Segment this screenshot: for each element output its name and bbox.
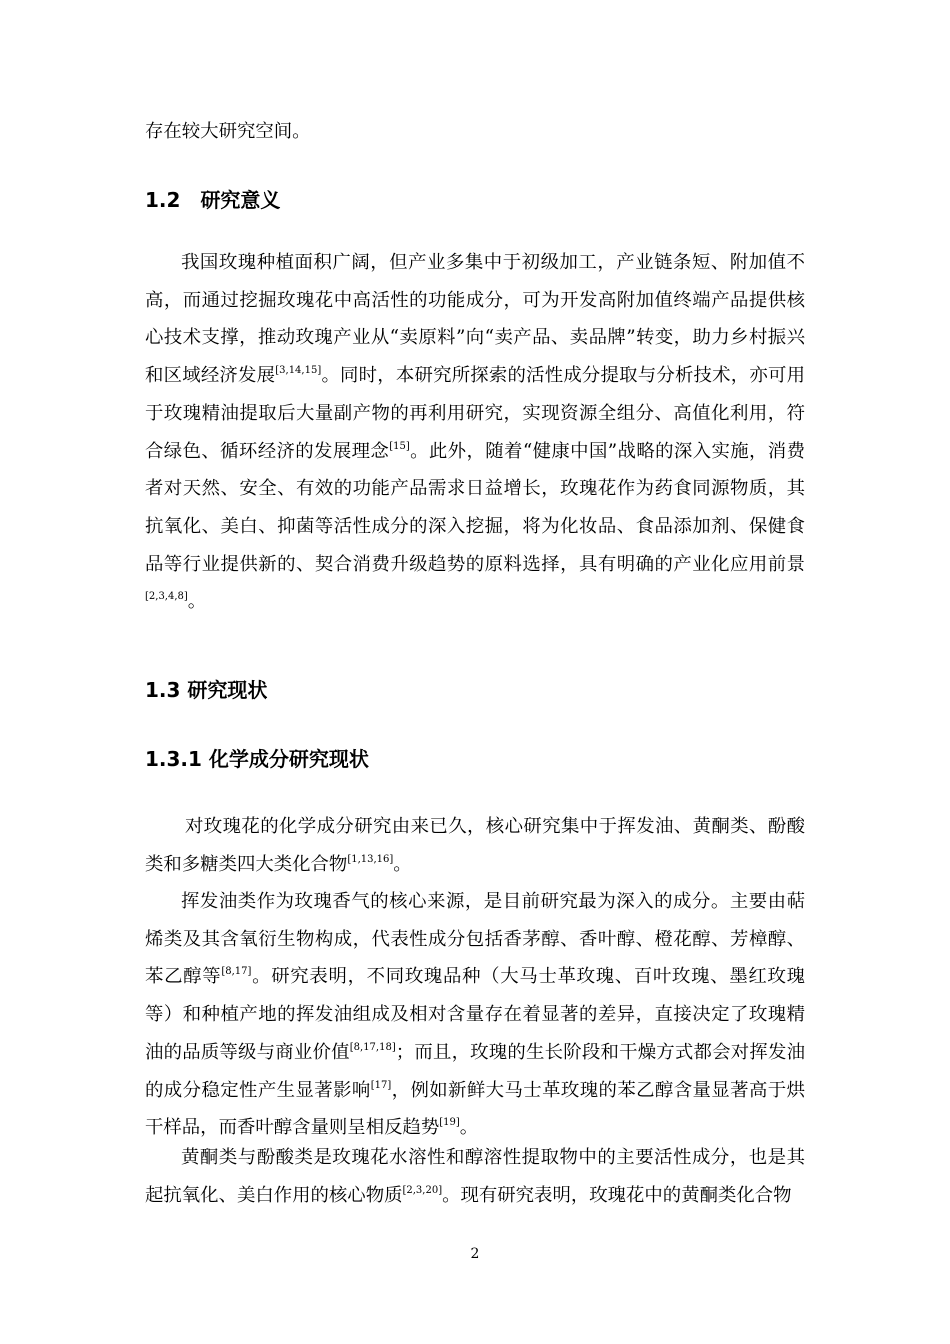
section-heading-1-3 bbox=[145, 676, 805, 704]
section-heading-1-3-1 bbox=[145, 745, 805, 773]
citation: [2,3,4,8] bbox=[145, 591, 188, 603]
section-1-3-1-paragraph-3 bbox=[145, 1139, 805, 1214]
citation: [15] bbox=[389, 440, 410, 452]
paragraph-text: 。 bbox=[393, 853, 412, 875]
section-title: 研究现状 bbox=[187, 678, 268, 702]
paragraph-text: 。此外，随着“健康中国”战略的深入实施，消费者对天然、安全、有效的功能产品需求日益增长，玫瑰花作为药食同源物质，其抗氧化、美白、抑菌等活性成分的深入挖掘，将为化妆品、食品添加剂、保健食品等行业提供新的、契合消费升级趋势的原料选择，具有明确的产业化应用前景 bbox=[145, 440, 805, 575]
citation: [19] bbox=[439, 1117, 460, 1129]
section-title: 研究意义 bbox=[200, 188, 281, 212]
paragraph-text: ；而且，玫瑰的生长阶段和干燥方式都会对挥发油的成分稳定性产生显著影响 bbox=[145, 1041, 805, 1101]
citation: [8,17,18] bbox=[349, 1041, 396, 1053]
citation: [17] bbox=[370, 1079, 392, 1091]
paragraph-text: ，例如新鲜大马士革玫瑰的苯乙醇含量显著高于烘干样品，而香叶醇含量则呈相反趋势 bbox=[145, 1079, 805, 1139]
paragraph-text: 对玫瑰花的化学成分研究由来已久，核心研究集中于挥发油、黄酮类、酚酸类和多糖类四大类化合物 bbox=[145, 816, 805, 875]
paragraph-text: 。 bbox=[459, 1117, 479, 1139]
section-number: 1.3 bbox=[145, 678, 181, 702]
paragraph-text: 。研究表明，不同玫瑰品种（大马士革玫瑰、百叶玫瑰、墨红玫瑰等）和种植产地的挥发油组成及相对含量存在着显著的差异，直接决定了玫瑰精油的品质等级与商业价值 bbox=[145, 966, 805, 1063]
section-1-3-1-paragraph-1 bbox=[145, 808, 805, 883]
paragraph-text: 挥发油类作为玫瑰香气的核心来源，是目前研究最为深入的成分。主要由萜烯类及其含氧衍生物构成，代表性成分包括香茅醇、香叶醇、橙花醇、芳樟醇、苯乙醇等 bbox=[145, 891, 805, 988]
section-1-2-paragraph bbox=[145, 244, 805, 621]
continuation-paragraph bbox=[145, 113, 805, 151]
section-title: 化学成分研究现状 bbox=[208, 747, 369, 771]
citation: [8,17] bbox=[221, 966, 252, 978]
paragraph-text: 。 bbox=[187, 591, 207, 613]
citation: [2,3,20] bbox=[402, 1184, 443, 1196]
section-number: 1.3.1 bbox=[145, 747, 202, 771]
page-number: 2 bbox=[470, 1246, 480, 1262]
continuation-text: 存在较大研究空间。 bbox=[145, 121, 311, 142]
body-paragraph bbox=[145, 883, 805, 1147]
citation: [1,13,16] bbox=[347, 853, 394, 865]
paragraph-text: 黄酮类与酚酸类是玫瑰花水溶性和醇溶性提取物中的主要活性成分，也是其起抗氧化、美白作用的核心物质 bbox=[145, 1147, 805, 1206]
paragraph-text: 我国玫瑰种植面积广阔，但产业多集中于初级加工，产业链条短、附加值不高，而通过挖掘玫瑰花中高活性的功能成分，可为开发高附加值终端产品提供核心技术支撑，推动玫瑰产业从“卖原料”向“卖产品、卖品牌”转变，助力乡村振兴和区域经济发展 bbox=[145, 252, 805, 387]
body-paragraph bbox=[145, 1139, 805, 1214]
citation: [3,14,15] bbox=[275, 365, 322, 377]
section-number: 1.2 bbox=[145, 188, 181, 212]
paragraph-text: 。同时，本研究所探索的活性成分提取与分析技术，亦可用于玫瑰精油提取后大量副产物的再利用研究，实现资源全组分、高值化利用，符合绿色、循环经济的发展理念 bbox=[145, 365, 805, 462]
body-paragraph bbox=[145, 808, 805, 883]
body-paragraph bbox=[145, 244, 805, 621]
section-1-3-1-paragraph-2 bbox=[145, 883, 805, 1147]
paragraph-text: 。现有研究表明，玫瑰花中的黄酮类化合物 bbox=[442, 1184, 792, 1206]
section-heading-1-2 bbox=[145, 186, 805, 214]
